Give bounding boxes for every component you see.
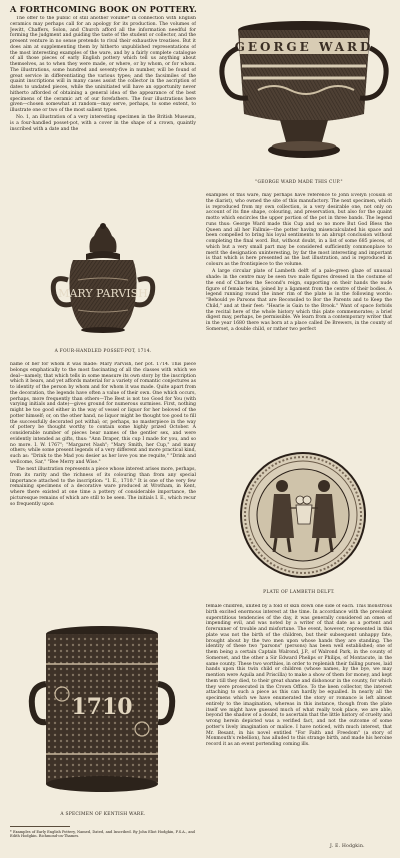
paragraph: The next illustration represents a piece whose interest arises more, perhaps, from its rarity and the richness of its colouring than from any special importance attached to the inscription: "I. E., 1710." It is one of the very few remaining specimens of a decorative ware produced at Wrotham, in Kent, where there existed at one time a pottery of considerable importance, the picturesque remains of which are still to be seen. The initials I. E., which recur so frequently upon — [10, 467, 196, 507]
cup-inscription: GEORGE WARD — [234, 40, 374, 54]
cup-caption: "GEORGE WARD MADE THIS CUP." — [255, 180, 343, 185]
kentish-inscription: 1710 — [71, 694, 133, 720]
left-column-middle — [10, 362, 196, 621]
paragraph: examples of this ware, may perhaps have reference to John Evelyn (cousin of the diarist), who owned the site of this manufactory. The next specimen, which is reproduced from my own collection, is a very desirable one, not only on account of its fine shape, colouring, and preservation, but also for the quaint motto which encircles the upper portion of the pot in three bands. The legend runs thus: George Ward made this Cup and so no more But God Bless the Queen and all her Fallmie—the potter having misencalculated his space and been compelled to bring his loyal sentiments to an abrupt conclusion without completing the final word. But, without doubt, in a list of some 685 pieces, of which but a very small part may be considered sufficiently commonplace to merit the designation uninteresting, by far the most interesting and important is that which is here presented as the last illustration, and is reproduced in colours as the frontispiece to the volume. — [206, 193, 392, 267]
george-ward-cup-illustration — [218, 18, 390, 178]
right-column-top — [206, 193, 392, 445]
kentish-caption: A SPECIMEN OF KENTISH WARE. — [60, 812, 146, 817]
kentish-ware-illustration — [22, 624, 182, 800]
paragraph: female children, united by a fold of skin down one side of each. This monstrous birth excited enormous interest at the time. In accordance with the prevalent superstitious tendencies of the day, it was generally considered an omen of impending evil, and was noted by a writer of that date as a portent and forerunner of trouble and misfortune. The event, however, represented in this plate was not the birth of the children, but their subsequent unhappy fate, brought about by the two men upon whose hands they are standing. The identity of these two "parsons" (persons) has been well established; one of them being a certain Captain Walrond, J.P., of Walrond Park, in the county of Somerset, and the other a Sir Edward Phelips or Philips, of Montacute, in the same county. These two worthies, in order to replenish their failing purses, laid hands upon this twin child or children (whose names, by the bye, we may mention were Aquila and Priscilla) to make a show of them for money, and kept them till they died, to their great shame and dishonour in the county, for which they were prosecuted in the Crown Office. To the keen collector, the interest attaching to such a piece as this can hardly be equalled. In nearly all the specimens which we have enumerated the story or romance is left almost entirely to the imagination, whereas in this instance, though from the plate itself we might have guessed much of what really took place, we are able, beyond the shadow of a doubt, to ascertain that the little history of cruelty and wrong herein depicted was a verified fact, and not the outcome of some potter's lively imagination or malice. I have noticed, with much interest, that Mr. Besant, in his novel entitled "For Faith and Freedom" (a story of Monmouth's rebellion), has alluded to this strange birth, and made his heroine record it as an event portending coming ills. — [206, 604, 392, 747]
footnote: * Examples of Early English Pottery, Named, Dated, and Inscribed. By John Eliot Hodgkin, F.S.A., and Edith Hodgkin. Richmond-on-Thames. — [10, 830, 195, 839]
author-signature: J. E. Hodgkin. — [330, 844, 365, 849]
posset-inscription: MARY PARVISH — [58, 287, 148, 300]
posset-pot-illustration — [28, 222, 178, 340]
paragraph: The offer to the public of still another volume* in connection with English ceramics may perhaps call for an apology for its production. The volumes of Jewitt, Chaffers, Solon, and Church afford all the information needful for forming the judgment and guiding the taste of the student or collector, and the present venture in no sense pretends to rival their exhaustive treatises. But it does aim at supplementing them by hitherto unpublished representations of the most interesting examples of the ware, and by a fairly complete catalogue of all those pieces of early English pottery which tell us anything about themselves, as to when they were made, or where, or by whom, or for whom. The illustrations, some hundred and seventy-five in number, will be found of great service in differentiating the various types; and the facsimiles of the quaint inscriptions will in many cases assist the collector in the ascription of dates to undated pieces, while the uninitiated will have an opportunity never hitherto afforded of obtaining a general idea of the appearance of the best specimens of the ceramic art of our forefathers. The four illustrations here given—chosen somewhat at random—may serve, perhaps, to some extent, to illustrate one or two of the most salient types. — [10, 16, 196, 113]
paragraph: name of her for whom it was made: Mary Parvish, her pot. 1714. This piece belongs emphatically to the most fascinating of all the classes with which we deal—namely, that which tells in some measure its own story by the inscription which it bears, and yet affords material for a variety of romantic conjectures as to identity of the person by whom and for whom it was made. Quite apart from the decoration, the legends have often a value of their own. One which occurs, perhaps, more frequently than others—The Best is not too Good for You (with varying initials and date)—gives ground for numerous surmises. First, nothing might be too good either in the way of vessel or liquor for her beloved of the potter himself; or, on the other hand, no liquor might be thought too good to fill the successfully decorated pot withal; or, perhaps, no masterpiece in the way of pottery be thought worthy to contain some highly prized October. A considerable number of pieces bear names of the gentler sex, and were evidently intended as gifts, thus: "Ann Draper, this cup I made for you, and so no more. I. W. 1767"; "Margaret Nash"; "Mary Smith, her Cup," and many others; while some present legends of a very different and more practical kind, such as: "Drink to the Mad you desier as her love you me requite," "Drink and wellcome, Sar," "Bee Merry and Wise." — [10, 362, 196, 465]
paragraph: A large circular plate of Lambeth delft of a pale-green glaze of unusual shade: in the centre may be seen two male figures dressed in the costume of the end of Charles the Second's reign, supporting on their hands the nude figure of female twins, joined by a ligament from the centre of their bodies. A legend running round the inner rim of the plate is in the following words: "Behould ye Parsons that are Reconsiled to Bor the Parents and to Keep the Child," and at their feet: "Hearie is Gain to the Brook." Want of space forbids the recital here of the whole history which this plate commemorates; a brief digest may, perhaps, be permissible. We learn from a contemporary writer that in the year 1680 there was born at a place called De Brewers, in the county of Somerset, a double child, or rather two perfect — [206, 269, 392, 332]
lambeth-delft-plate-illustration — [238, 450, 368, 580]
footnote-rule — [10, 826, 70, 827]
paragraph: No. 1, an illustration of a very interesting specimen in the British Museum, is a four-handled posset-pot, with a cover in the shape of a crown, quaintly inscribed with a date and the — [10, 115, 196, 132]
left-column-top — [10, 16, 196, 219]
plate-caption: PLATE OF LAMBETH DELFT. — [263, 590, 335, 595]
article-title: A FORTHCOMING BOOK ON POTTERY. — [10, 4, 197, 14]
right-column-bottom — [206, 604, 392, 840]
posset-caption: A FOUR-HANDLED POSSET-POT, 1714. — [54, 349, 152, 354]
